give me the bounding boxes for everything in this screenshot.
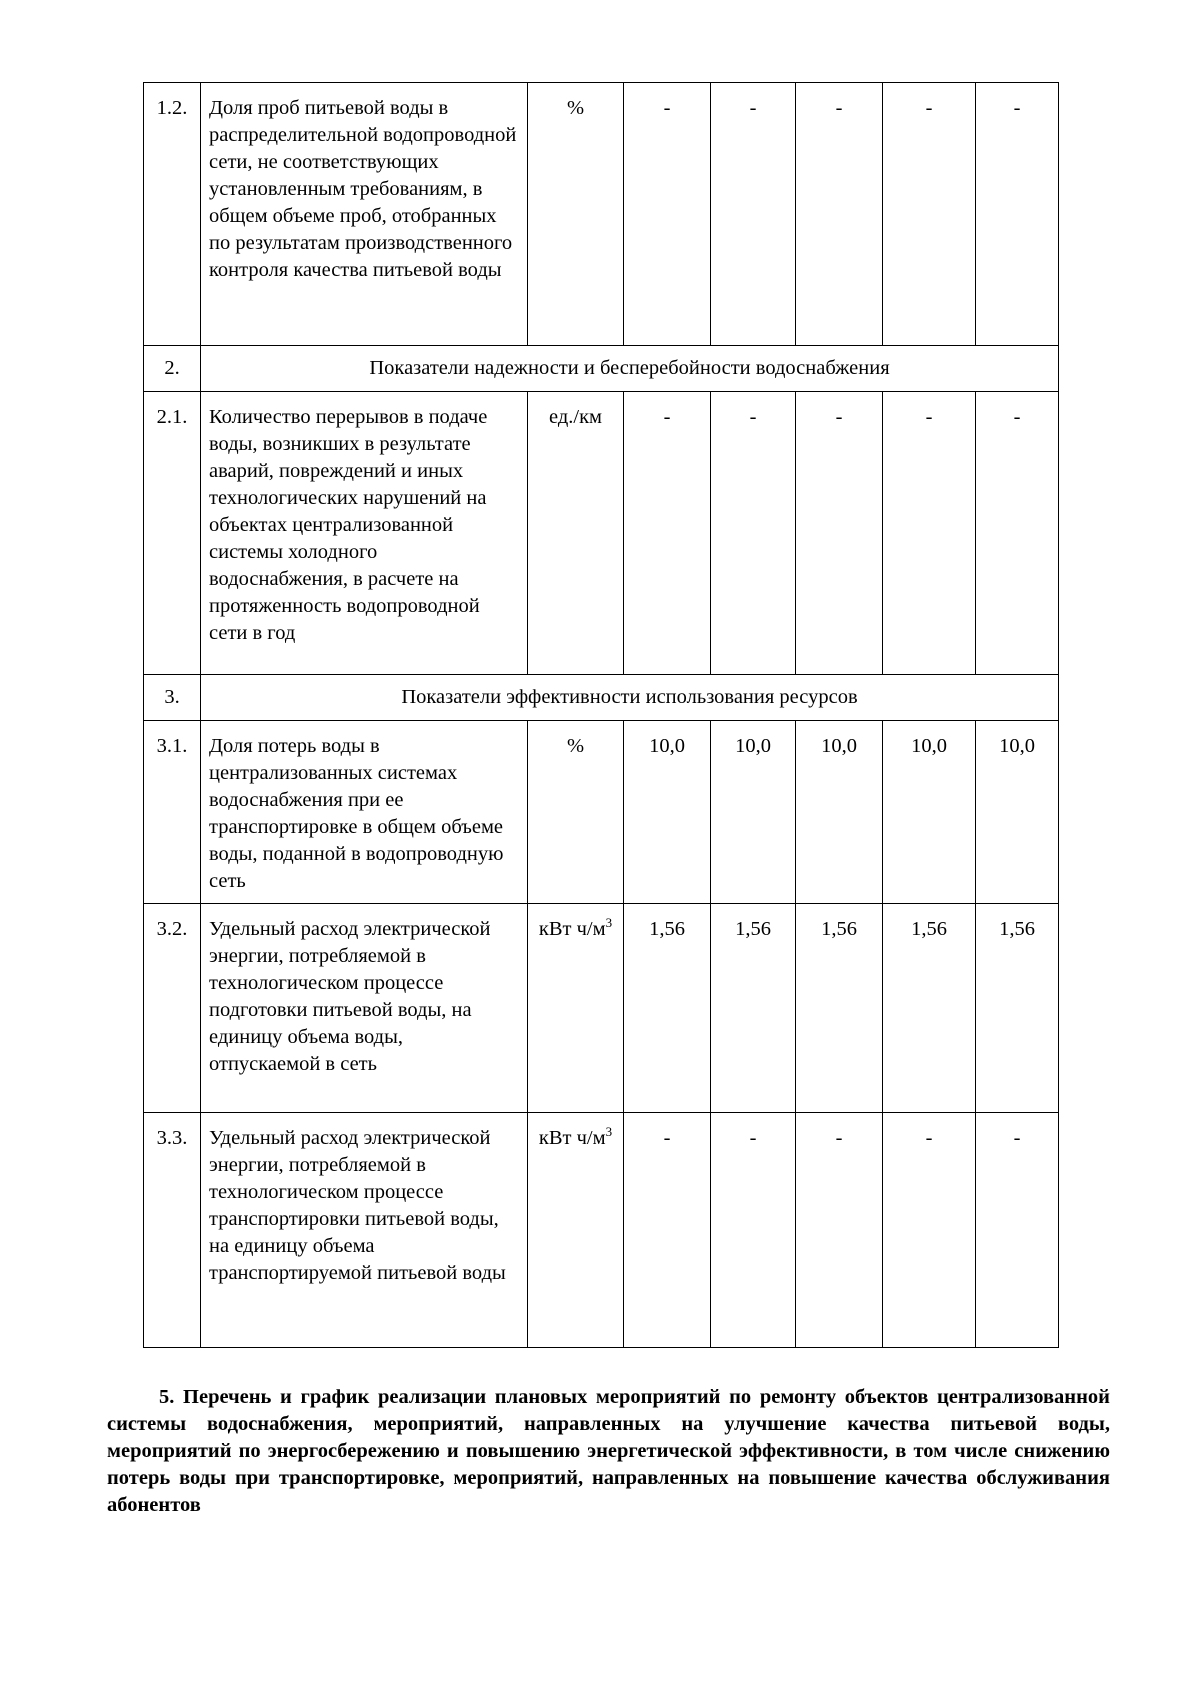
value-cell: 10,0: [976, 721, 1059, 904]
unit-cell: [528, 392, 624, 675]
unit-cell: [528, 83, 624, 346]
unit-superscript: 3: [605, 1124, 613, 1140]
value-cell: -: [976, 392, 1059, 675]
table-row: [144, 721, 1059, 904]
section-title: Показатели эффективности использования ресурсов: [201, 675, 1059, 721]
indicator-description: Удельный расход электрической энергии, потребляемой в технологическом процессе подготовки питьевой воды, на единицу объема воды, отпускаемой в сеть: [201, 904, 528, 1113]
value-cell: -: [883, 1113, 976, 1348]
value-cell: 1,56: [976, 904, 1059, 1113]
unit-text: кВт ч/м: [538, 1127, 606, 1149]
value-cell: 1,56: [711, 904, 796, 1113]
unit-cell: [528, 721, 624, 904]
unit-text: %: [566, 735, 585, 757]
value-cell: 1,56: [624, 904, 711, 1113]
indicator-description: Доля потерь воды в централизованных системах водоснабжения при ее транспортировке в общем объеме воды, поданной в водопроводную сеть: [201, 721, 528, 904]
value-cell: -: [624, 1113, 711, 1348]
section-number: 3.: [144, 675, 201, 721]
section-number: 2.: [144, 346, 201, 392]
value-cell: -: [711, 1113, 796, 1348]
value-cell: -: [976, 83, 1059, 346]
section-title: Показатели надежности и бесперебойности водоснабжения: [201, 346, 1059, 392]
value-cell: 10,0: [883, 721, 976, 904]
value-cell: -: [976, 1113, 1059, 1348]
row-number: 3.3.: [144, 1113, 201, 1348]
indicator-description: Доля проб питьевой воды в распределительной водопроводной сети, не соответствующих установленным требованиям, в общем объеме проб, отобранных по результатам производственного контроля качества питьевой воды: [201, 83, 528, 346]
row-number: 3.2.: [144, 904, 201, 1113]
value-cell: -: [624, 83, 711, 346]
value-cell: -: [624, 392, 711, 675]
row-number: 1.2.: [144, 83, 201, 346]
value-cell: -: [796, 83, 883, 346]
row-number: 3.1.: [144, 721, 201, 904]
indicator-description: Удельный расход электрической энергии, потребляемой в технологическом процессе транспортировки питьевой воды, на единицу объема транспортируемой питьевой воды: [201, 1113, 528, 1348]
section-row: [144, 675, 1059, 721]
indicator-description: Количество перерывов в подаче воды, возникших в результате аварий, повреждений и иных технологических нарушений на объектах централизованной системы холодного водоснабжения, в расчете на протяженность водопроводной сети в год: [201, 392, 528, 675]
value-cell: 10,0: [796, 721, 883, 904]
table-row: [144, 392, 1059, 675]
value-cell: -: [883, 83, 976, 346]
unit-cell: [528, 1113, 624, 1348]
row-number: 2.1.: [144, 392, 201, 675]
value-cell: 10,0: [624, 721, 711, 904]
section-5-heading: 5. Перечень и график реализации плановых мероприятий по ремонту объектов централизованной системы водоснабжения, мероприятий, направленных на улучшение качества питьевой воды, мероприятий по энергосбережению и повышению энергетической эффективности, в том числе снижению потерь воды при транспортировке, мероприятий, направленных на повышение качества обслуживания абонентов: [107, 1386, 1110, 1516]
unit-cell: [528, 904, 624, 1113]
value-cell: -: [711, 392, 796, 675]
value-cell: 1,56: [796, 904, 883, 1113]
table-row: [144, 83, 1059, 346]
table-row: [144, 1113, 1059, 1348]
indicators-table: [143, 82, 1059, 1348]
value-cell: 10,0: [711, 721, 796, 904]
value-cell: 1,56: [883, 904, 976, 1113]
section-row: [144, 346, 1059, 392]
unit-text: кВт ч/м: [538, 918, 606, 940]
unit-text: ед./км: [548, 406, 602, 428]
unit-superscript: 3: [605, 915, 613, 931]
value-cell: -: [711, 83, 796, 346]
value-cell: -: [883, 392, 976, 675]
value-cell: -: [796, 1113, 883, 1348]
value-cell: -: [796, 392, 883, 675]
table-row: [144, 904, 1059, 1113]
unit-text: %: [566, 97, 585, 119]
